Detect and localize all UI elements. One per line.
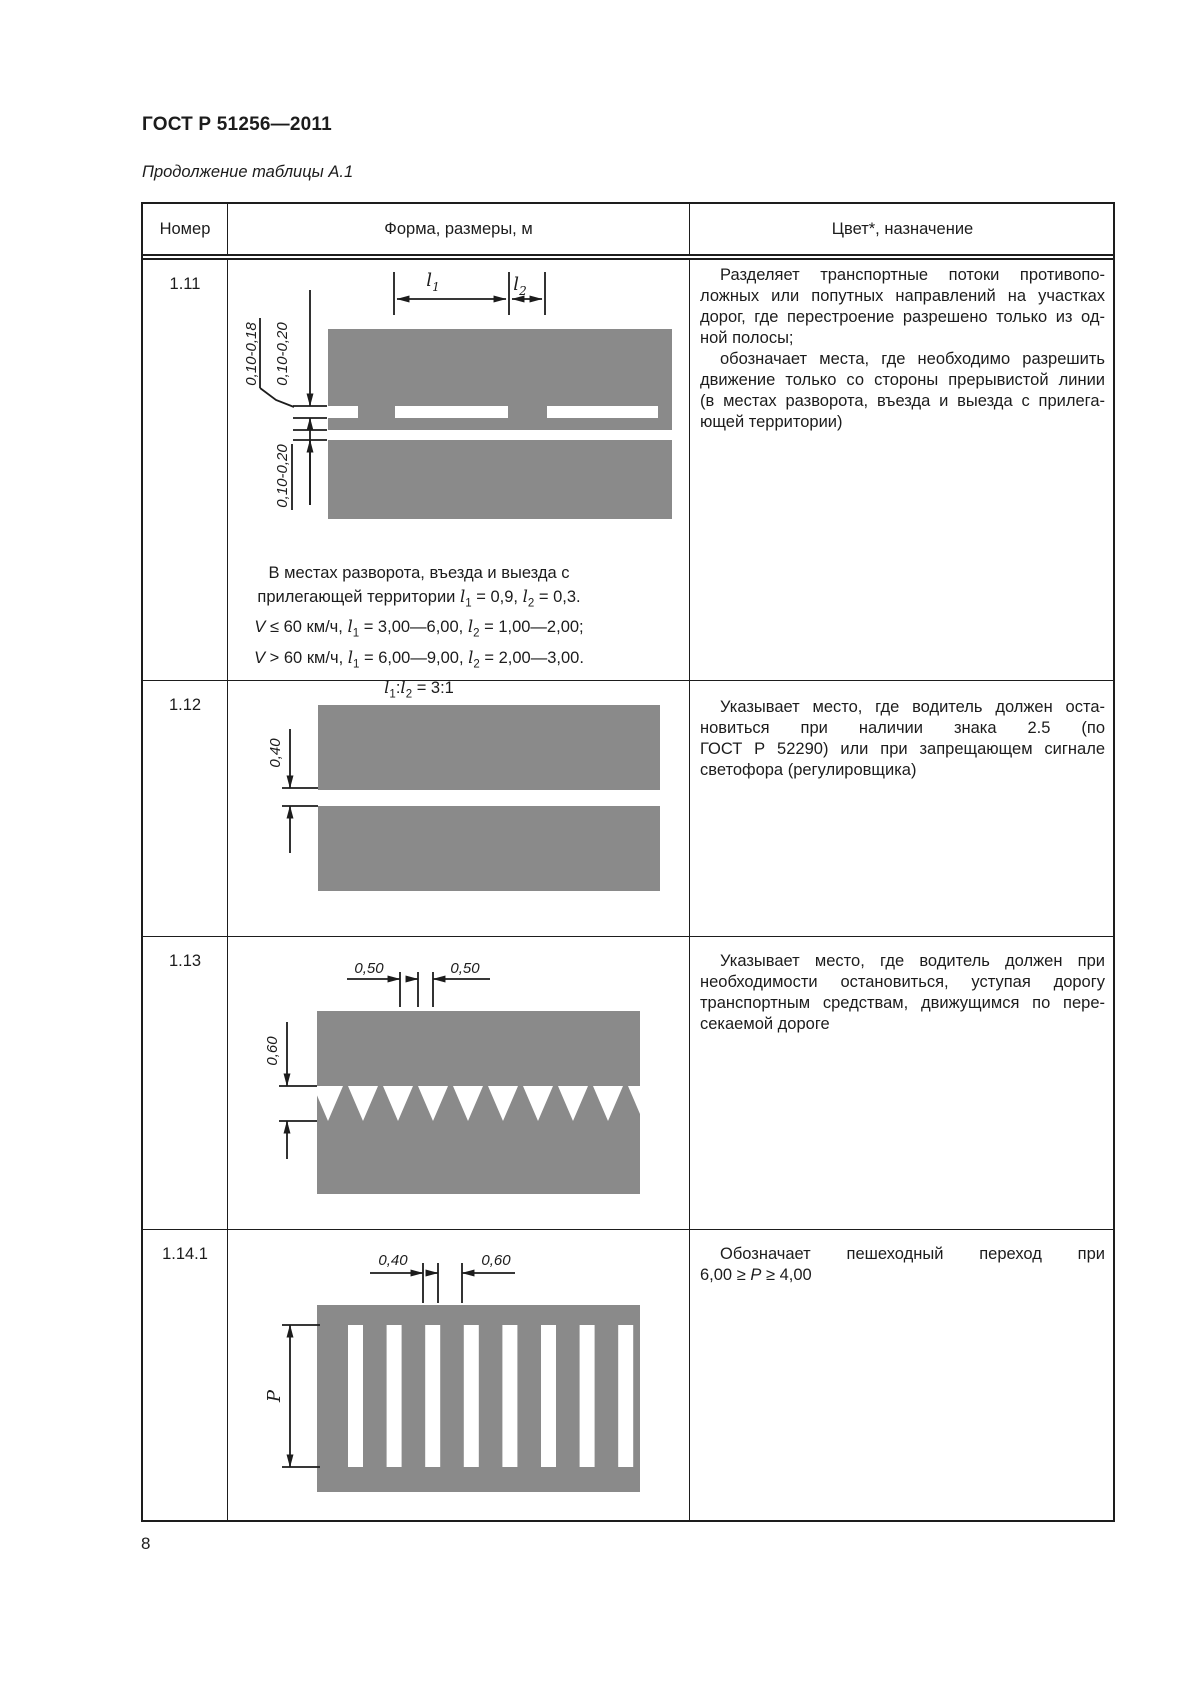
dim-label-0-40: 0,40 [267,738,284,768]
marking-1-14-1-description: Обозначает пешеходный переход при 6,00 ≥ P ≥ 4,00 [700,1245,1105,1284]
top-dimension-0-50 [347,960,490,1007]
triangle-height-dimension [264,1022,317,1159]
dim-label-l2: $l_2$ [513,274,527,298]
road-surface-stop-line [318,705,660,891]
broken-line-dash [547,406,658,418]
top-dimension-l1-l2 [394,270,545,315]
road-upper-half [318,705,660,790]
broken-line-dash [395,406,508,418]
marking-1-11-description: Разделяет транспортные потоки противопо- ложных или попутных направлений на участках дорог, где перестроение разрешено только из од- ной полосы; обозначает места, где необходимо разрешить движение только со стороны прерывистой линии (в местах разворота, въезда и выезда с прилега- ющей территории) [700,266,1105,431]
table-continuation-caption: Продолжение таблицы А.1 [142,163,354,181]
marking-1-11-parameters: В местах разворота, въезда и выезда с прилегающей территории $l_1 = 0,9$, $l_2 = 0,3$. V ≤ 60 км/ч, $l_1$ = 3,00—6,00, $l_2$ = 1,00—2,00; V > 60 км/ч, $l_1$ = 6,00—9,00, $l_2$ = 2,00—3,00. $l_1:l_2$ = 3:1 [254,564,584,701]
dim-label-0-60: 0,60 [481,1252,511,1269]
table-row-1-12 [143,681,1113,937]
marking-number-1-13: 1.13 [168,952,202,970]
marking-number-1-11: 1.11 [169,275,201,293]
top-dimension-0-40-0-60 [370,1252,515,1303]
road-lower-half [318,806,660,891]
road-surface-with-line-1-11 [328,329,672,519]
dim-label-0-10-0-20-solid: 0,10-0,20 [274,444,291,508]
table-header-row [143,204,1113,260]
header-form-dimensions: Форма, размеры, м [228,204,690,254]
dim-label-0-50-left: 0,50 [354,960,384,977]
marking-number-1-14-1: 1.14.1 [162,1245,208,1263]
marking-1-12-diagram [228,681,689,936]
marking-1-14-1-diagram [228,1230,689,1520]
dim-label-0-60: 0,60 [264,1036,281,1066]
road-surface-give-way-line [313,1011,658,1194]
marking-1-12-description: Указывает место, где водитель должен оста- новиться при наличии знака 2.5 (по ГОСТ Р 52290) или при запрещающем сигнале светофора (регулировщика) [700,698,1105,779]
markings-table [141,202,1115,1522]
pedestrian-crossing-zebra [317,1305,640,1492]
header-number: Номер [143,204,228,254]
marking-number-1-12: 1.12 [168,696,202,714]
table-row-1-11 [143,260,1113,701]
dim-label-l1: $l_1$ [426,270,440,294]
marking-1-13-diagram [228,937,689,1229]
dim-label-P: P [264,1389,285,1403]
header-color-purpose: Цвет*, назначение [831,219,974,238]
road-lower-half [328,440,672,519]
dim-label-0-40: 0,40 [378,1252,408,1269]
marking-1-13-description: Указывает место, где водитель должен при необходимости остановиться, уступая дорогу транспортным средствам, движущимся по пере- секаемой дороге [700,952,1105,1033]
left-dimension-line-widths [243,290,327,510]
document-title: ГОСТ Р 51256—2011 [142,114,332,135]
table-row-1-14-1 [143,1230,1113,1520]
crossing-length-dimension-P [264,1325,320,1467]
table-row-1-13 [143,937,1113,1230]
stop-line-width-dimension [267,729,318,853]
page-number: 8 [141,1534,151,1553]
dim-label-0-10-0-20-broken: 0,10-0,20 [274,322,291,386]
dim-label-0-10-0-18: 0,10-0,18 [243,322,260,386]
broken-line-dash [328,406,358,418]
dim-label-0-50-right: 0,50 [450,960,480,977]
